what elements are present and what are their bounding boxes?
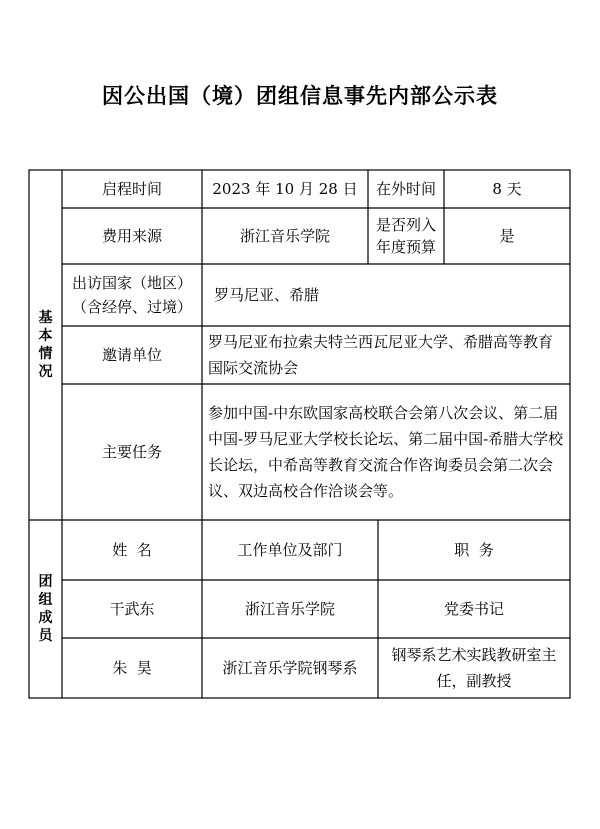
country-value: 罗马尼亚、希腊 [214, 286, 320, 304]
section-label-basic-text: 基本情况 [38, 310, 53, 380]
funding-label: 费用来源 [101, 227, 162, 245]
section-label-members [29, 520, 62, 698]
member-unit: 浙江音乐学院 [244, 600, 335, 618]
budget-label: 是否列入年度预算 [375, 216, 436, 256]
member-name: 朱 昊 [112, 659, 152, 677]
member-name: 干武东 [109, 600, 155, 618]
task-value: 参加中国-中东欧国家高校联合会第八次会议、第二届中国-罗马尼亚大学校长论坛、第二届中国-希腊大学校长论坛，中希高等教育交流合作咨询委员会第二次会议、双边高校合作洽谈会等。 [208, 404, 564, 500]
budget-value: 是 [499, 227, 515, 245]
section-label-members-text: 团组成员 [38, 574, 53, 644]
inviter-label: 邀请单位 [101, 346, 162, 364]
header-unit: 工作单位及部门 [237, 541, 343, 559]
member-unit: 浙江音乐学院钢琴系 [222, 659, 358, 677]
departure-label: 启程时间 [101, 180, 162, 198]
member-position: 钢琴系艺术实践教研室主任，副教授 [391, 646, 557, 690]
abroad-label: 在外时间 [375, 180, 436, 198]
page-title: 因公出国（境）团组信息事先内部公示表 [102, 84, 498, 108]
header-name: 姓 名 [112, 541, 152, 559]
inviter-value: 罗马尼亚布拉索夫特兰西瓦尼亚大学、希腊高等教育国际交流协会 [208, 333, 554, 377]
country-label: 出访国家（地区）（含经停、过境） [71, 274, 192, 316]
task-label: 主要任务 [101, 443, 162, 461]
departure-value: 2023 年 10 月 28 日 [212, 180, 358, 198]
member-position: 党委书记 [443, 600, 504, 618]
section-label-basic [29, 170, 62, 520]
header-position: 职 务 [454, 541, 494, 559]
funding-value: 浙江音乐学院 [239, 227, 330, 245]
abroad-value: 8 天 [492, 180, 522, 198]
